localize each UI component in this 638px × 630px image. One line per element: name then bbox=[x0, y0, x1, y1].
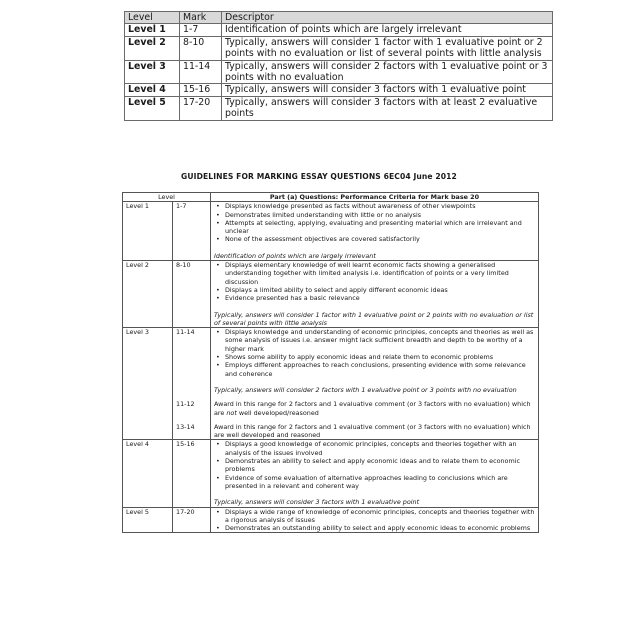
sub-text: well developed/reasoned bbox=[236, 408, 319, 417]
criteria-bullet: • None of the assessment objectives are covered satisfactorily bbox=[225, 235, 535, 243]
summary-descriptor: Typically, answers will consider 1 factor with 1 evaluative point or 2 points with no evaluation or list of several points with little analysis bbox=[222, 36, 553, 60]
summary-mark: 11-14 bbox=[180, 60, 222, 84]
guide-row-level-2 bbox=[123, 261, 539, 328]
summary-descriptor: Typically, answers will consider 3 factors with 1 evaluative point bbox=[222, 84, 553, 96]
criteria-list bbox=[214, 508, 535, 533]
summary-header-descriptor: Descriptor bbox=[222, 12, 553, 24]
criteria-note: Typically, answers will consider 1 factor with 1 evaluative point or 2 points with no evaluation or list of several points with little analysis bbox=[214, 310, 534, 327]
summary-mark: 8-10 bbox=[180, 36, 222, 60]
guide-row-level-4 bbox=[123, 440, 539, 507]
summary-level: Level 4 bbox=[125, 84, 180, 96]
guide-criteria bbox=[211, 440, 539, 507]
criteria-bullet: • Demonstrates limited understanding with little or no analysis bbox=[225, 211, 535, 219]
guide-row-level-3-sub-2 bbox=[123, 423, 539, 440]
guide-level: Level 3 bbox=[123, 328, 173, 440]
summary-descriptor: Identification of points which are largely irrelevant bbox=[222, 24, 553, 36]
criteria-bullet: • Displays knowledge and understanding of economic principles, concepts and theories as well as some analysis of issues i.e. answer might lack sufficient breadth and depth to be worthy of a higher mark bbox=[225, 328, 535, 353]
summary-row bbox=[125, 84, 553, 96]
guide-row-level-3 bbox=[123, 328, 539, 401]
guide-level: Level 4 bbox=[123, 440, 173, 507]
criteria-bullet: • Displays a good knowledge of economic principles, concepts and theories together with an analysis of the issues involved bbox=[225, 440, 535, 457]
summary-level: Level 2 bbox=[125, 36, 180, 60]
summary-header-level: Level bbox=[125, 12, 180, 24]
criteria-bullet: • Demonstrates an ability to select and apply economic ideas and to relate them to economic problems bbox=[225, 457, 535, 474]
guide-criteria bbox=[211, 202, 539, 261]
criteria-note: Identification of points which are largely irrelevant bbox=[214, 251, 376, 260]
guide-header-row bbox=[123, 193, 539, 202]
criteria-list bbox=[214, 261, 535, 302]
criteria-bullet: • Demonstrates an outstanding ability to select and apply economic ideas to economic problems bbox=[225, 524, 535, 532]
criteria-bullet: • Displays a wide range of knowledge of economic principles, concepts and theories together with a rigorous analysis of issues bbox=[225, 508, 535, 525]
guide-mark: 17-20 bbox=[173, 507, 211, 533]
guide-mark: 8-10 bbox=[173, 261, 211, 328]
summary-level: Level 3 bbox=[125, 60, 180, 84]
summary-mark: 17-20 bbox=[180, 96, 222, 120]
guide-sub-criteria: Award in this range for 2 factors and 1 evaluative comment (or 3 factors with no evaluation) which are well developed and reasoned bbox=[211, 423, 539, 440]
criteria-bullet: • Evidence presented has a basic relevance bbox=[225, 294, 535, 302]
summary-level: Level 1 bbox=[125, 24, 180, 36]
criteria-bullet: • Displays a limited ability to select and apply different economic ideas bbox=[225, 286, 535, 294]
summary-level: Level 5 bbox=[125, 96, 180, 120]
sub-text: Award in this range for 2 factors and 1 evaluative comment (or 3 factors with no evaluation) which are bbox=[214, 400, 531, 417]
guide-criteria bbox=[211, 328, 539, 401]
summary-row bbox=[125, 60, 553, 84]
guide-level: Level 1 bbox=[123, 202, 173, 261]
guide-sub-mark: 13-14 bbox=[173, 423, 211, 440]
summary-mark: 15-16 bbox=[180, 84, 222, 96]
guide-mark: 1-7 bbox=[173, 202, 211, 261]
criteria-list bbox=[214, 440, 535, 490]
guide-row-level-1 bbox=[123, 202, 539, 261]
criteria-bullet: • Shows some ability to apply economic ideas and relate them to economic problems bbox=[225, 353, 535, 361]
guide-level: Level 2 bbox=[123, 261, 173, 328]
summary-header-mark: Mark bbox=[180, 12, 222, 24]
sub-emphasis: not bbox=[226, 408, 237, 417]
guide-level: Level 5 bbox=[123, 507, 173, 533]
criteria-bullet: • Displays knowledge presented as facts without awareness of other viewpoints bbox=[225, 202, 535, 210]
criteria-bullet: • Attempts at selecting, applying, evaluating and presenting material which are irrelevant and unclear bbox=[225, 219, 535, 236]
criteria-bullet: • Employs different approaches to reach conclusions, presenting evidence with some relevance and coherence bbox=[225, 361, 535, 378]
criteria-list bbox=[214, 328, 535, 378]
summary-descriptor: Typically, answers will consider 2 factors with 1 evaluative point or 3 points with no evaluation bbox=[222, 60, 553, 84]
mark-summary-table bbox=[124, 11, 553, 121]
guide-sub-mark: 11-12 bbox=[173, 400, 211, 423]
guide-header-part: Part (a) Questions: Performance Criteria for Mark base 20 bbox=[211, 193, 539, 202]
criteria-bullet: • Displays elementary knowledge of well learnt economic facts showing a generalised understanding together with limited analysis i.e. identification of points or a very limited discussion bbox=[225, 261, 535, 286]
summary-row bbox=[125, 36, 553, 60]
summary-row bbox=[125, 24, 553, 36]
guide-criteria bbox=[211, 261, 539, 328]
summary-row bbox=[125, 96, 553, 120]
summary-header-row bbox=[125, 12, 553, 24]
guide-row-level-3-sub-1 bbox=[123, 400, 539, 423]
criteria-list bbox=[214, 202, 535, 243]
guide-row-level-5 bbox=[123, 507, 539, 533]
criteria-note: Typically, answers will consider 2 factors with 1 evaluative point or 3 points with no evaluation bbox=[214, 385, 517, 394]
guide-mark: 15-16 bbox=[173, 440, 211, 507]
criteria-bullet: • Evidence of some evaluation of alternative approaches leading to conclusions which are presented in a relevant and coherent way bbox=[225, 474, 535, 491]
guide-sub-criteria bbox=[211, 400, 539, 423]
guidelines-table bbox=[122, 192, 539, 533]
guide-header-level: Level bbox=[123, 193, 211, 202]
guide-mark: 11-14 bbox=[173, 328, 211, 401]
guide-criteria bbox=[211, 507, 539, 533]
criteria-note: Typically, answers will consider 3 factors with 1 evaluative point bbox=[214, 498, 420, 507]
guidelines-heading: GUIDELINES FOR MARKING ESSAY QUESTIONS 6EC04 June 2012 bbox=[181, 172, 457, 181]
summary-descriptor: Typically, answers will consider 3 factors with at least 2 evaluative points bbox=[222, 96, 553, 120]
summary-mark: 1-7 bbox=[180, 24, 222, 36]
